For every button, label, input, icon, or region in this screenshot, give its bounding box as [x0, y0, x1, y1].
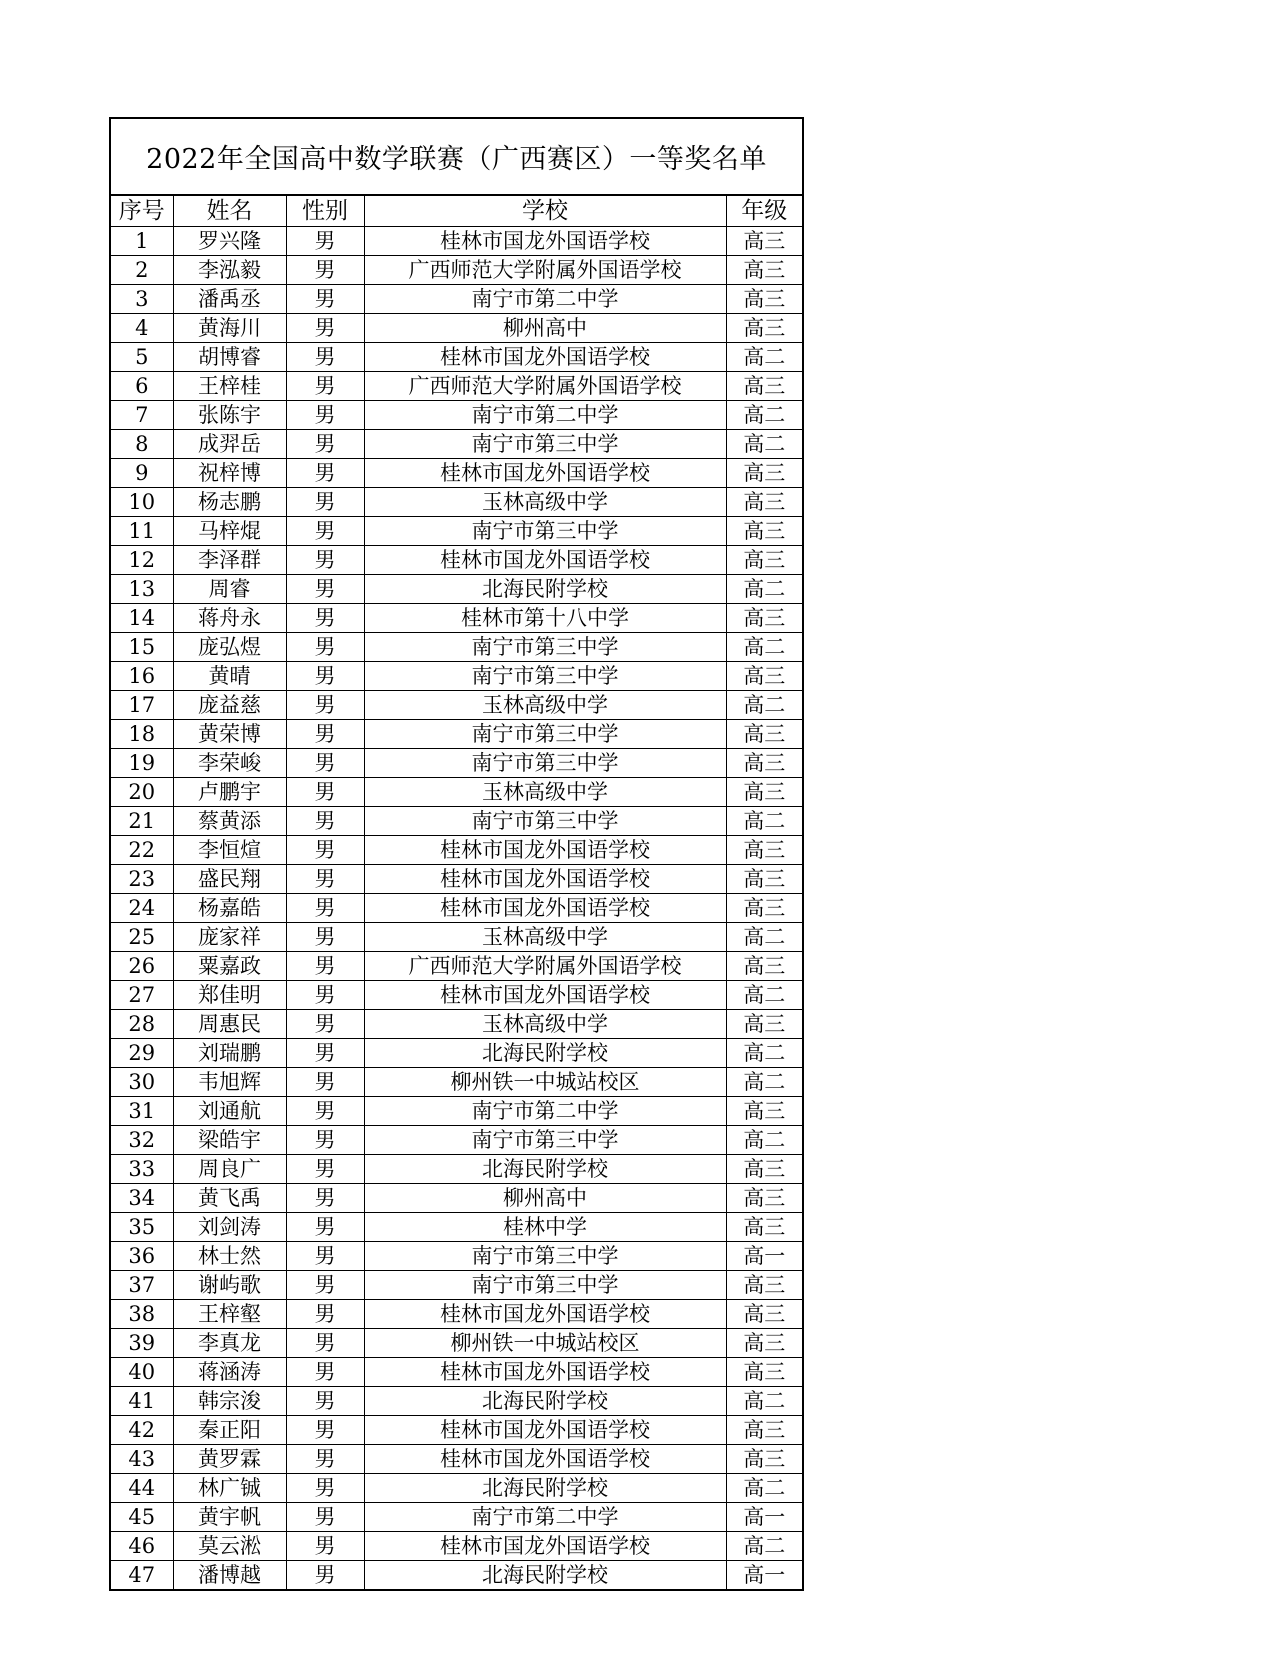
cell-gender: 男	[286, 517, 364, 546]
cell-grade: 高三	[726, 1213, 802, 1242]
table-row	[111, 314, 802, 343]
cell-grade: 高三	[726, 256, 802, 285]
cell-name: 祝梓博	[173, 459, 286, 488]
cell-number: 31	[111, 1097, 173, 1126]
cell-name: 周睿	[173, 575, 286, 604]
cell-gender: 男	[286, 1561, 364, 1590]
cell-number: 14	[111, 604, 173, 633]
cell-grade: 高二	[726, 1474, 802, 1503]
cell-gender: 男	[286, 662, 364, 691]
cell-gender: 男	[286, 575, 364, 604]
cell-number: 18	[111, 720, 173, 749]
table-row	[111, 1126, 802, 1155]
cell-name: 蒋舟永	[173, 604, 286, 633]
cell-school: 南宁市第三中学	[364, 662, 726, 691]
cell-gender: 男	[286, 836, 364, 865]
table-row	[111, 1039, 802, 1068]
cell-number: 11	[111, 517, 173, 546]
cell-number: 29	[111, 1039, 173, 1068]
table-row	[111, 865, 802, 894]
cell-number: 17	[111, 691, 173, 720]
cell-gender: 男	[286, 749, 364, 778]
table-row	[111, 1561, 802, 1590]
cell-number: 19	[111, 749, 173, 778]
cell-grade: 高三	[726, 1358, 802, 1387]
cell-gender: 男	[286, 1010, 364, 1039]
cell-name: 蒋涵涛	[173, 1358, 286, 1387]
cell-gender: 男	[286, 778, 364, 807]
award-list-sheet	[109, 117, 804, 1591]
cell-gender: 男	[286, 691, 364, 720]
cell-gender: 男	[286, 1387, 364, 1416]
table-row	[111, 343, 802, 372]
cell-grade: 高三	[726, 227, 802, 256]
cell-name: 粟嘉政	[173, 952, 286, 981]
cell-number: 9	[111, 459, 173, 488]
cell-number: 6	[111, 372, 173, 401]
cell-grade: 高二	[726, 1387, 802, 1416]
cell-grade: 高三	[726, 778, 802, 807]
cell-school: 南宁市第三中学	[364, 633, 726, 662]
cell-school: 桂林市国龙外国语学校	[364, 1416, 726, 1445]
table-row	[111, 517, 802, 546]
cell-school: 广西师范大学附属外国语学校	[364, 372, 726, 401]
cell-name: 李恒煊	[173, 836, 286, 865]
cell-school: 柳州高中	[364, 1184, 726, 1213]
cell-gender: 男	[286, 343, 364, 372]
cell-gender: 男	[286, 1126, 364, 1155]
cell-school: 桂林市国龙外国语学校	[364, 227, 726, 256]
table-row	[111, 981, 802, 1010]
cell-name: 卢鹏宇	[173, 778, 286, 807]
cell-name: 潘禹丞	[173, 285, 286, 314]
cell-school: 南宁市第三中学	[364, 720, 726, 749]
cell-school: 桂林市国龙外国语学校	[364, 836, 726, 865]
cell-school: 桂林市国龙外国语学校	[364, 459, 726, 488]
table-row	[111, 1271, 802, 1300]
cell-name: 黄飞禹	[173, 1184, 286, 1213]
table-row	[111, 1416, 802, 1445]
cell-school: 南宁市第二中学	[364, 1503, 726, 1532]
cell-gender: 男	[286, 1097, 364, 1126]
table-row	[111, 720, 802, 749]
cell-gender: 男	[286, 1445, 364, 1474]
cell-grade: 高一	[726, 1242, 802, 1271]
cell-school: 柳州铁一中城站校区	[364, 1068, 726, 1097]
cell-gender: 男	[286, 807, 364, 836]
cell-gender: 男	[286, 459, 364, 488]
cell-number: 45	[111, 1503, 173, 1532]
cell-grade: 高三	[726, 720, 802, 749]
table-row	[111, 256, 802, 285]
cell-name: 刘剑涛	[173, 1213, 286, 1242]
cell-name: 张陈宇	[173, 401, 286, 430]
cell-number: 36	[111, 1242, 173, 1271]
cell-gender: 男	[286, 1213, 364, 1242]
cell-gender: 男	[286, 401, 364, 430]
cell-name: 郑佳明	[173, 981, 286, 1010]
cell-number: 47	[111, 1561, 173, 1590]
table-row	[111, 894, 802, 923]
cell-grade: 高三	[726, 488, 802, 517]
cell-number: 25	[111, 923, 173, 952]
cell-grade: 高二	[726, 430, 802, 459]
table-row	[111, 662, 802, 691]
cell-number: 27	[111, 981, 173, 1010]
cell-gender: 男	[286, 1271, 364, 1300]
cell-grade: 高二	[726, 923, 802, 952]
cell-grade: 高三	[726, 865, 802, 894]
cell-name: 刘通航	[173, 1097, 286, 1126]
cell-school: 南宁市第三中学	[364, 1242, 726, 1271]
cell-gender: 男	[286, 1068, 364, 1097]
cell-grade: 高二	[726, 343, 802, 372]
table-row	[111, 546, 802, 575]
table-row	[111, 459, 802, 488]
cell-name: 庞弘煜	[173, 633, 286, 662]
cell-name: 莫云淞	[173, 1532, 286, 1561]
cell-grade: 高三	[726, 894, 802, 923]
cell-grade: 高三	[726, 604, 802, 633]
cell-gender: 男	[286, 1474, 364, 1503]
cell-school: 南宁市第三中学	[364, 517, 726, 546]
cell-grade: 高三	[726, 314, 802, 343]
cell-number: 16	[111, 662, 173, 691]
cell-grade: 高一	[726, 1561, 802, 1590]
cell-name: 庞益慈	[173, 691, 286, 720]
cell-school: 柳州铁一中城站校区	[364, 1329, 726, 1358]
header-number: 序号	[111, 196, 173, 227]
table-row	[111, 1387, 802, 1416]
table-row	[111, 749, 802, 778]
cell-grade: 高三	[726, 1271, 802, 1300]
table-row	[111, 691, 802, 720]
table-row	[111, 1184, 802, 1213]
cell-name: 梁皓宇	[173, 1126, 286, 1155]
cell-number: 41	[111, 1387, 173, 1416]
cell-grade: 高二	[726, 1068, 802, 1097]
cell-grade: 高三	[726, 1097, 802, 1126]
cell-school: 玉林高级中学	[364, 778, 726, 807]
header-name: 姓名	[173, 196, 286, 227]
cell-number: 30	[111, 1068, 173, 1097]
cell-school: 桂林市国龙外国语学校	[364, 1532, 726, 1561]
cell-grade: 高三	[726, 1300, 802, 1329]
cell-school: 桂林市国龙外国语学校	[364, 865, 726, 894]
cell-name: 韩宗浚	[173, 1387, 286, 1416]
cell-number: 3	[111, 285, 173, 314]
cell-grade: 高三	[726, 1155, 802, 1184]
table-row	[111, 1532, 802, 1561]
cell-gender: 男	[286, 546, 364, 575]
cell-name: 周良广	[173, 1155, 286, 1184]
cell-number: 32	[111, 1126, 173, 1155]
cell-number: 34	[111, 1184, 173, 1213]
cell-grade: 高二	[726, 401, 802, 430]
table-row	[111, 952, 802, 981]
table-row	[111, 1242, 802, 1271]
cell-grade: 高三	[726, 546, 802, 575]
cell-grade: 高三	[726, 1010, 802, 1039]
table-row	[111, 227, 802, 256]
cell-name: 李泓毅	[173, 256, 286, 285]
cell-school: 北海民附学校	[364, 1155, 726, 1184]
table-row	[111, 372, 802, 401]
table-row	[111, 1068, 802, 1097]
cell-number: 10	[111, 488, 173, 517]
table-row	[111, 807, 802, 836]
table-row	[111, 1213, 802, 1242]
cell-grade: 高三	[726, 1416, 802, 1445]
cell-gender: 男	[286, 256, 364, 285]
table-row	[111, 1300, 802, 1329]
cell-grade: 高三	[726, 285, 802, 314]
table-row	[111, 633, 802, 662]
cell-school: 桂林市国龙外国语学校	[364, 1445, 726, 1474]
table-row	[111, 1155, 802, 1184]
cell-school: 桂林市国龙外国语学校	[364, 981, 726, 1010]
cell-gender: 男	[286, 1300, 364, 1329]
cell-gender: 男	[286, 372, 364, 401]
cell-name: 王梓壑	[173, 1300, 286, 1329]
cell-school: 南宁市第二中学	[364, 1097, 726, 1126]
cell-grade: 高三	[726, 952, 802, 981]
cell-grade: 高三	[726, 836, 802, 865]
cell-gender: 男	[286, 1039, 364, 1068]
cell-gender: 男	[286, 430, 364, 459]
cell-grade: 高一	[726, 1503, 802, 1532]
cell-number: 22	[111, 836, 173, 865]
cell-gender: 男	[286, 894, 364, 923]
cell-number: 40	[111, 1358, 173, 1387]
cell-name: 韦旭辉	[173, 1068, 286, 1097]
cell-name: 庞家祥	[173, 923, 286, 952]
cell-gender: 男	[286, 1329, 364, 1358]
cell-school: 桂林市国龙外国语学校	[364, 1300, 726, 1329]
cell-name: 黄海川	[173, 314, 286, 343]
cell-name: 秦正阳	[173, 1416, 286, 1445]
cell-school: 玉林高级中学	[364, 1010, 726, 1039]
table-row	[111, 575, 802, 604]
document-title: 2022年全国高中数学联赛（广西赛区）一等奖名单	[111, 119, 802, 196]
cell-gender: 男	[286, 633, 364, 662]
cell-name: 杨嘉皓	[173, 894, 286, 923]
cell-name: 李荣峻	[173, 749, 286, 778]
cell-school: 南宁市第三中学	[364, 430, 726, 459]
cell-number: 26	[111, 952, 173, 981]
cell-name: 潘博越	[173, 1561, 286, 1590]
cell-name: 杨志鹏	[173, 488, 286, 517]
cell-school: 桂林市国龙外国语学校	[364, 1358, 726, 1387]
header-grade: 年级	[726, 196, 802, 227]
cell-gender: 男	[286, 720, 364, 749]
cell-number: 23	[111, 865, 173, 894]
cell-name: 盛民翔	[173, 865, 286, 894]
cell-gender: 男	[286, 923, 364, 952]
cell-number: 46	[111, 1532, 173, 1561]
cell-school: 南宁市第二中学	[364, 401, 726, 430]
cell-name: 黄宇帆	[173, 1503, 286, 1532]
table-row	[111, 604, 802, 633]
cell-school: 南宁市第三中学	[364, 807, 726, 836]
table-row	[111, 1010, 802, 1039]
cell-name: 马梓焜	[173, 517, 286, 546]
cell-grade: 高三	[726, 1329, 802, 1358]
cell-grade: 高二	[726, 1126, 802, 1155]
cell-name: 林士然	[173, 1242, 286, 1271]
cell-name: 谢屿歌	[173, 1271, 286, 1300]
cell-name: 成羿岳	[173, 430, 286, 459]
cell-school: 北海民附学校	[364, 1561, 726, 1590]
cell-number: 7	[111, 401, 173, 430]
cell-school: 广西师范大学附属外国语学校	[364, 952, 726, 981]
cell-grade: 高二	[726, 807, 802, 836]
cell-grade: 高三	[726, 372, 802, 401]
cell-number: 4	[111, 314, 173, 343]
cell-school: 玉林高级中学	[364, 691, 726, 720]
cell-school: 北海民附学校	[364, 575, 726, 604]
cell-number: 35	[111, 1213, 173, 1242]
cell-school: 北海民附学校	[364, 1474, 726, 1503]
cell-number: 38	[111, 1300, 173, 1329]
cell-number: 1	[111, 227, 173, 256]
table-row	[111, 836, 802, 865]
cell-number: 43	[111, 1445, 173, 1474]
cell-gender: 男	[286, 1503, 364, 1532]
cell-gender: 男	[286, 1155, 364, 1184]
cell-school: 玉林高级中学	[364, 488, 726, 517]
table-row	[111, 923, 802, 952]
cell-gender: 男	[286, 314, 364, 343]
cell-grade: 高三	[726, 662, 802, 691]
cell-name: 周惠民	[173, 1010, 286, 1039]
cell-name: 王梓桂	[173, 372, 286, 401]
cell-school: 北海民附学校	[364, 1387, 726, 1416]
cell-number: 13	[111, 575, 173, 604]
cell-number: 24	[111, 894, 173, 923]
table-header-row	[111, 196, 802, 227]
cell-grade: 高三	[726, 1184, 802, 1213]
cell-school: 广西师范大学附属外国语学校	[364, 256, 726, 285]
cell-name: 刘瑞鹏	[173, 1039, 286, 1068]
cell-grade: 高二	[726, 691, 802, 720]
cell-grade: 高二	[726, 1532, 802, 1561]
cell-number: 33	[111, 1155, 173, 1184]
cell-number: 2	[111, 256, 173, 285]
cell-gender: 男	[286, 952, 364, 981]
cell-grade: 高三	[726, 517, 802, 546]
cell-grade: 高二	[726, 1039, 802, 1068]
cell-name: 罗兴隆	[173, 227, 286, 256]
cell-gender: 男	[286, 1184, 364, 1213]
table-row	[111, 1329, 802, 1358]
cell-name: 黄罗霖	[173, 1445, 286, 1474]
cell-name: 黄荣博	[173, 720, 286, 749]
table-row	[111, 1474, 802, 1503]
cell-number: 37	[111, 1271, 173, 1300]
cell-number: 28	[111, 1010, 173, 1039]
cell-grade: 高三	[726, 459, 802, 488]
cell-school: 桂林市国龙外国语学校	[364, 343, 726, 372]
cell-school: 桂林市国龙外国语学校	[364, 894, 726, 923]
cell-gender: 男	[286, 981, 364, 1010]
header-gender: 性别	[286, 196, 364, 227]
cell-school: 柳州高中	[364, 314, 726, 343]
cell-school: 桂林市第十八中学	[364, 604, 726, 633]
cell-number: 5	[111, 343, 173, 372]
cell-grade: 高二	[726, 981, 802, 1010]
cell-gender: 男	[286, 488, 364, 517]
cell-grade: 高三	[726, 749, 802, 778]
table-row	[111, 488, 802, 517]
table-row	[111, 401, 802, 430]
cell-number: 42	[111, 1416, 173, 1445]
cell-school: 南宁市第三中学	[364, 749, 726, 778]
cell-school: 玉林高级中学	[364, 923, 726, 952]
cell-grade: 高二	[726, 575, 802, 604]
cell-grade: 高二	[726, 633, 802, 662]
cell-school: 桂林市国龙外国语学校	[364, 546, 726, 575]
table-row	[111, 1358, 802, 1387]
cell-school: 南宁市第二中学	[364, 285, 726, 314]
table-row	[111, 1445, 802, 1474]
cell-grade: 高三	[726, 1445, 802, 1474]
cell-gender: 男	[286, 1416, 364, 1445]
table-row	[111, 285, 802, 314]
cell-gender: 男	[286, 865, 364, 894]
cell-number: 12	[111, 546, 173, 575]
cell-name: 李真龙	[173, 1329, 286, 1358]
cell-number: 39	[111, 1329, 173, 1358]
cell-school: 南宁市第三中学	[364, 1126, 726, 1155]
table-row	[111, 1503, 802, 1532]
award-table	[111, 196, 802, 1589]
cell-number: 15	[111, 633, 173, 662]
cell-gender: 男	[286, 1242, 364, 1271]
table-row	[111, 1097, 802, 1126]
cell-name: 胡博睿	[173, 343, 286, 372]
cell-number: 21	[111, 807, 173, 836]
cell-name: 李泽群	[173, 546, 286, 575]
cell-gender: 男	[286, 1358, 364, 1387]
cell-gender: 男	[286, 604, 364, 633]
cell-school: 北海民附学校	[364, 1039, 726, 1068]
cell-name: 蔡黄添	[173, 807, 286, 836]
cell-school: 桂林中学	[364, 1213, 726, 1242]
table-row	[111, 430, 802, 459]
cell-name: 黄晴	[173, 662, 286, 691]
cell-number: 20	[111, 778, 173, 807]
cell-name: 林广铖	[173, 1474, 286, 1503]
cell-number: 44	[111, 1474, 173, 1503]
cell-gender: 男	[286, 1532, 364, 1561]
cell-number: 8	[111, 430, 173, 459]
table-row	[111, 778, 802, 807]
cell-gender: 男	[286, 285, 364, 314]
cell-school: 南宁市第三中学	[364, 1271, 726, 1300]
cell-gender: 男	[286, 227, 364, 256]
header-school: 学校	[364, 196, 726, 227]
